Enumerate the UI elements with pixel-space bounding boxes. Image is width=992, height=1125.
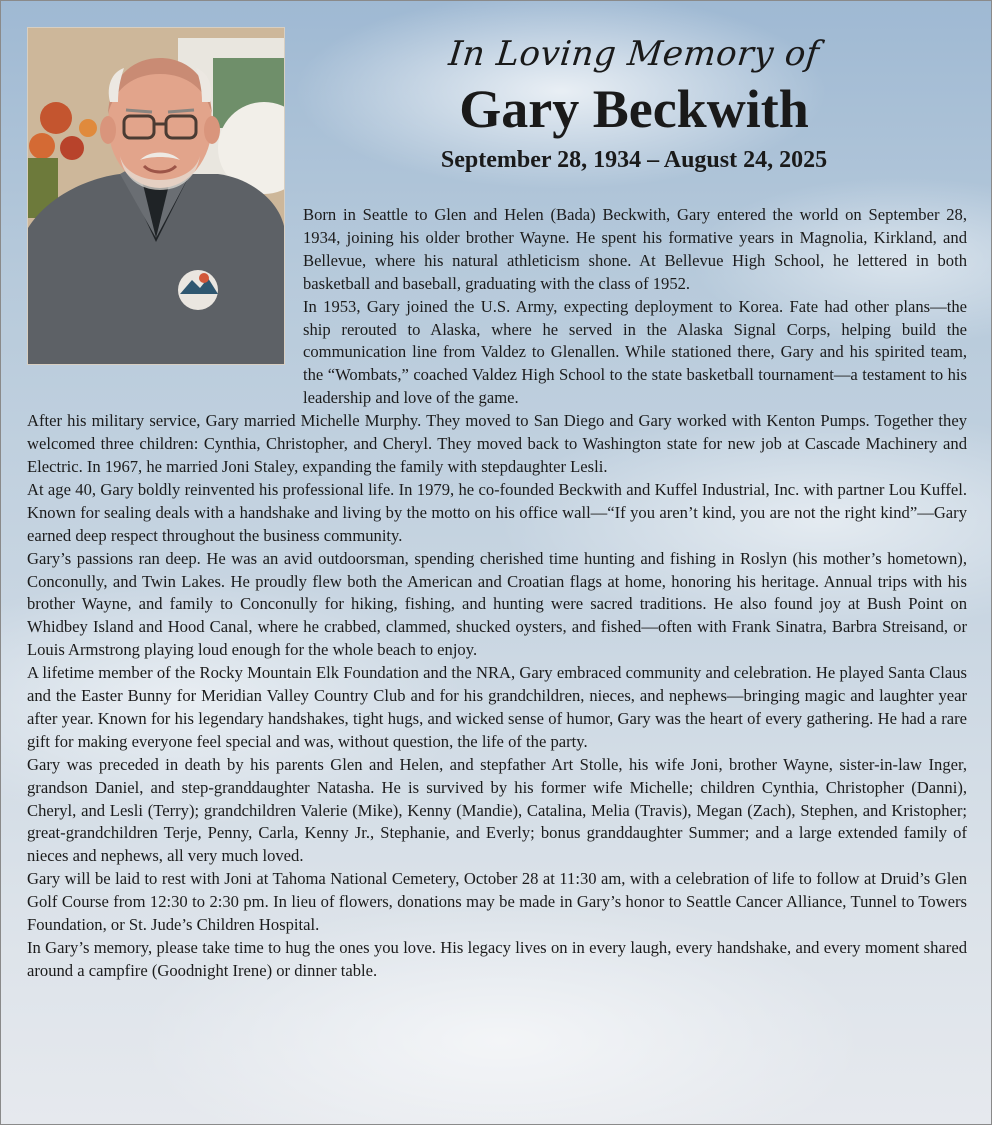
life-dates: September 28, 1934 – August 24, 2025 — [440, 147, 828, 173]
deceased-name: Gary Beckwith — [459, 79, 809, 139]
paragraph-passions: Gary’s passions ran deep. He was an avid outdoorsman, spending cherished time hunting and fishing in Roslyn (his mother’s hometown), Conconully, and Twin Lakes. He proudly flew both the American and Croatian flags at home, honoring his heritage. Annual trips with his brother Wayne, and family to Conconully for hiking, fishing, and hunting were sacred traditions. He also found joy at Bush Point on Whidbey Island and Hood Canal, where he crabbed, clammed, shucked oysters, and fished—often with Frank Sinatra, Barbra Streisand, or Louis Armstrong playing loud enough for the whole beach to enjoy. — [27, 548, 967, 660]
paragraph-military: In 1953, Gary joined the U.S. Army, expecting deployment to Korea. Fate had other plans—the ship rerouted to Alaska, where he served in the Alaska Signal Corps, helping build the communication line from Valdez to Glenallen. While stationed there, Gary and his spirited team, the “Wombats,” coached Valdez High School to the state basketball tournament—a testament to his leadership and love of the game. — [303, 296, 967, 408]
memorial-heading: In Loving Memory of — [446, 34, 822, 74]
obituary-body — [27, 204, 967, 983]
paragraph-survivors: Gary was preceded in death by his parents Glen and Helen, and stepfather Art Stolle, his wife Joni, brother Wayne, sister-in-law Inger, grandson Daniel, and step-granddaughter Natasha. He is survived by his former wife Michelle; children Cynthia, Christopher (Danni), Cheryl, and Lesli (Terry); grandchildren Valerie (Mike), Kenny (Mandie), Catalina, Melia (Travis), Megan (Zach), Stephen, and Kristopher; great-grandchildren Terje, Penny, Carla, Kenny Jr., Stephanie, and Everly; bonus granddaughter Summer; and a large extended family of nieces and nephews, all very much loved. — [27, 754, 967, 866]
paragraph-services: Gary will be laid to rest with Joni at Tahoma National Cemetery, October 28 at 11:30 am, with a celebration of life to follow at Druid’s Glen Golf Course from 12:30 to 2:30 pm. In lieu of flowers, donations may be made in Gary’s honor to Seattle Cancer Alliance, Tunnel to Towers Foundation, or St. Jude’s Children Hospital. — [27, 869, 967, 935]
paragraph-community: A lifetime member of the Rocky Mountain Elk Foundation and the NRA, Gary embraced community and celebration. He played Santa Claus and the Easter Bunny for Meridian Valley Country Club and for his grandchildren, nieces, and nephews—bringing magic and laughter year after year. Known for his legendary handshakes, tight hugs, and wicked sense of humor, Gary was the heart of every gathering. He had a rare gift for making everyone feel special and was, without question, the life of the party. — [27, 663, 967, 751]
paragraph-early-life: Born in Seattle to Glen and Helen (Bada) Beckwith, Gary entered the world on September 28, 1934, joining his older brother Wayne. He spent his formative years in Magnolia, Kirkland, and Bellevue, where his natural athleticism shone. At Bellevue High School, he lettered in both basketball and baseball, graduating with the class of 1952. — [303, 205, 967, 293]
paragraph-closing: In Gary’s memory, please take time to hug the ones you love. His legacy lives on in every laugh, every handshake, and every moment shared around a campfire (Goodnight Irene) or dinner table. — [27, 938, 967, 980]
photo-spacer — [27, 204, 303, 388]
paragraph-family: After his military service, Gary married Michelle Murphy. They moved to San Diego and Gary worked with Kenton Pumps. Together they welcomed three children: Cynthia, Christopher, and Cheryl. They moved back to Washington state for new job at Cascade Machinery and Electric. In 1967, he married Joni Staley, expanding the family with stepdaughter Lesli. — [27, 411, 967, 476]
paragraph-career: At age 40, Gary boldly reinvented his professional life. In 1979, he co-founded Beckwith and Kuffel Industrial, Inc. with partner Lou Kuffel. Known for sealing deals with a handshake and living by the motto on his office wall—“If you aren’t kind, you are not the right kind”—Gary earned deep respect throughout the business community. — [27, 479, 967, 545]
obituary-header — [301, 31, 967, 175]
